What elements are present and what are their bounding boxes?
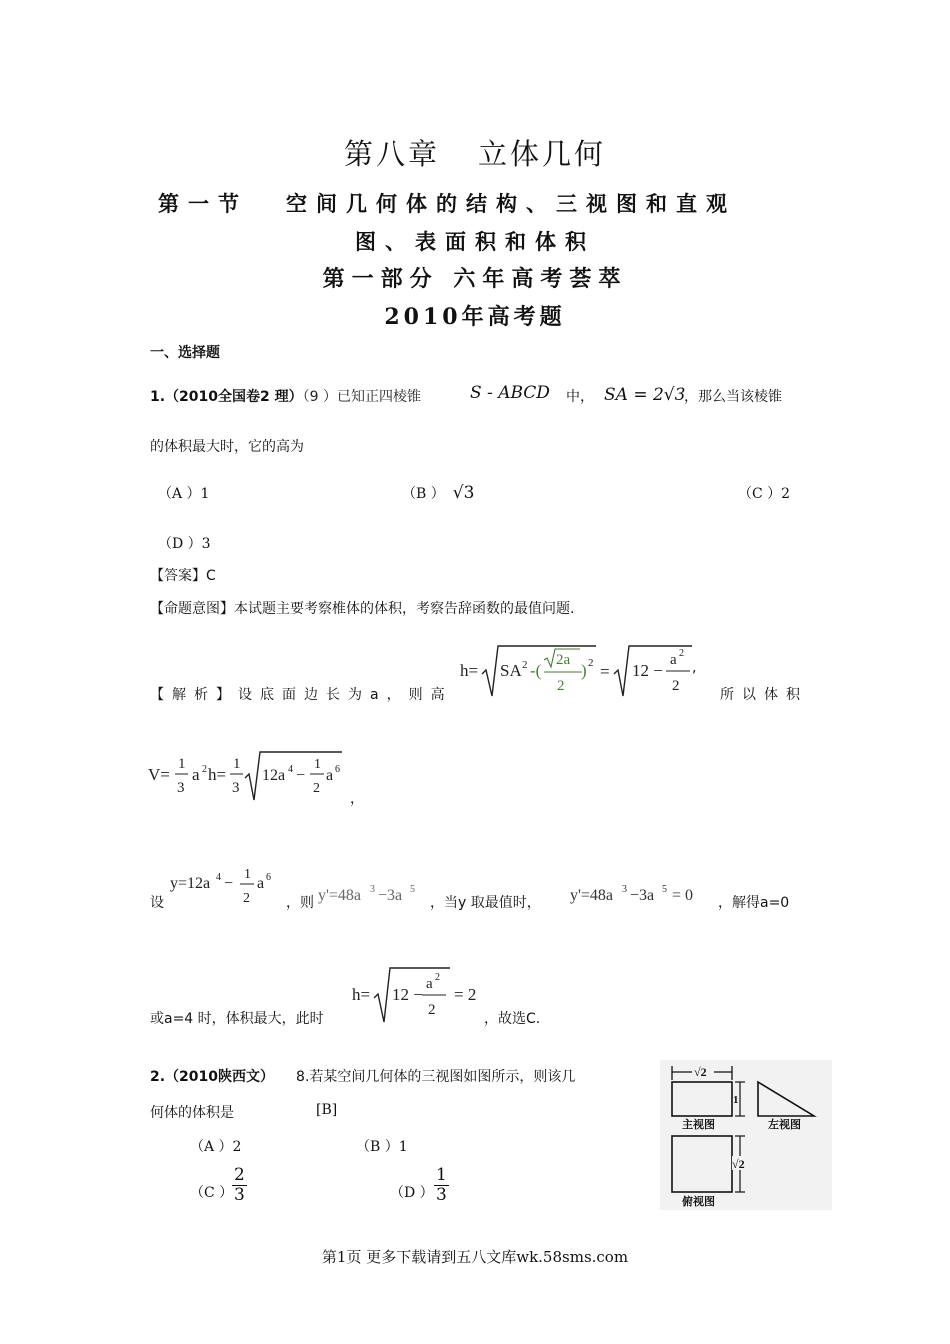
svg-text:12 −: 12 − [632, 661, 663, 680]
svg-text:−3a: −3a [378, 887, 403, 904]
svg-text:-(: -( [530, 661, 542, 680]
q2-text2: 何体的体积是 [150, 1105, 234, 1121]
svg-text:a: a [426, 976, 433, 992]
svg-text:y=12a: y=12a [170, 875, 211, 892]
part-title: 第一部分 六年高考荟萃 [322, 267, 628, 292]
svg-text:1: 1 [314, 757, 321, 772]
q1-set-word: 设 [150, 895, 164, 911]
dim-sqrt2-top: √2 [694, 1065, 707, 1079]
dim-sqrt2-side: √2 [732, 1157, 745, 1171]
svg-text:5: 5 [662, 884, 667, 895]
q1-option-b-value: √3 [452, 483, 475, 503]
q1-sa: SA = 2√3 [604, 385, 686, 405]
year-title: 2010年高考题 [384, 304, 566, 330]
page-footer: 第1页 更多下载请到五八文库wk.58sms.com [321, 1248, 629, 1266]
q1-analysis-text: 设底面边长为a，则高 [238, 687, 453, 703]
svg-text:a: a [192, 765, 200, 784]
q1-option-c: （C ）2 [738, 486, 791, 502]
q1-solve: ，解得a=0 [718, 895, 790, 911]
q2-option-d-frac [434, 1166, 449, 1204]
svg-text:1: 1 [178, 756, 186, 772]
q1-intent-label: 【命题意图】 [150, 601, 234, 617]
q2-option-c-label: （C ） [190, 1185, 234, 1201]
svg-text:h=: h= [208, 765, 227, 784]
section-title-line1 [158, 188, 736, 218]
svg-text:1: 1 [244, 867, 251, 882]
svg-text:3: 3 [622, 884, 627, 895]
q1-dy-formula [316, 876, 426, 914]
dim-1: 1 [733, 1094, 739, 1106]
left-view-label: 左视图 [768, 1119, 801, 1131]
svg-text:6: 6 [335, 764, 340, 775]
q2-option-c-den: 3 [234, 1184, 245, 1205]
q2-source: 2.（2010陕西文） [150, 1069, 275, 1085]
svg-text:V=: V= [148, 765, 170, 784]
q1-pyramid: S - ABCD [470, 383, 550, 403]
svg-text:3: 3 [177, 780, 185, 796]
q1-choose: ，故选C. [484, 1011, 541, 1027]
svg-text:2: 2 [243, 891, 250, 906]
svg-text:y'=48a: y'=48a [318, 887, 362, 904]
svg-text:h=: h= [352, 985, 371, 1004]
svg-text:−: − [296, 767, 306, 784]
svg-text:3: 3 [370, 884, 375, 895]
subheading-choice: 一、选择题 [150, 345, 220, 361]
q1-number: （9 ）已知正四棱锥 [302, 389, 421, 405]
q2-option-b: （B ）1 [356, 1139, 408, 1155]
svg-text:2: 2 [557, 678, 565, 694]
svg-text:2: 2 [428, 1002, 436, 1018]
q2-bracket: [B] [316, 1102, 338, 1118]
section-number: 第一节 [158, 192, 248, 216]
q1-comma-2: ， [350, 791, 364, 807]
q1-answer: 【答案】C [150, 568, 216, 584]
svg-text:a: a [670, 652, 677, 668]
q1-mid: 中， [566, 389, 594, 405]
q1-analysis-2: 所以体积 [720, 687, 808, 703]
svg-text:−3a: −3a [630, 887, 655, 904]
svg-text:2: 2 [313, 781, 320, 796]
svg-text:−: − [224, 875, 234, 892]
svg-text:1: 1 [233, 756, 241, 772]
q1-option-b-label: （B ） [402, 486, 445, 502]
q1-analysis-1 [150, 684, 453, 704]
svg-text:= 2: = 2 [454, 985, 477, 1004]
svg-text:2: 2 [435, 972, 440, 983]
q2-option-a: （A ）2 [190, 1139, 242, 1155]
svg-text:2: 2 [672, 678, 680, 694]
section-name: 空间几何体的结构、三视图和直观 [286, 192, 736, 216]
q2-line1 [150, 1066, 575, 1086]
section-title-line2: 图、表面积和体积 [355, 230, 595, 254]
q1-v-formula [146, 746, 356, 810]
q1-line1 [150, 386, 421, 406]
three-view-figure [660, 1060, 832, 1210]
chapter-name: 立体几何 [478, 137, 607, 171]
q2-option-d-den: 3 [436, 1184, 447, 1205]
svg-text:): ) [581, 661, 587, 680]
svg-text:6: 6 [266, 872, 271, 883]
svg-text:3: 3 [232, 780, 240, 796]
svg-text:4: 4 [216, 872, 221, 883]
svg-text:y'=48a: y'=48a [570, 887, 614, 904]
q1-then: ，则 [286, 895, 314, 911]
q1-intent-text: 本试题主要考察椎体的体积，考察告辞函数的最值问题. [234, 601, 575, 617]
chapter-title [0, 132, 950, 173]
q1-y-formula [166, 862, 286, 914]
q2-option-d-label: （D ） [390, 1185, 434, 1201]
svg-text:2: 2 [588, 657, 594, 669]
svg-text:2: 2 [679, 648, 684, 659]
q1-option-a: （A ）1 [158, 486, 210, 502]
svg-text:12a: 12a [262, 767, 286, 784]
svg-text:a: a [326, 767, 334, 784]
svg-text:= 0: = 0 [672, 887, 694, 904]
q1-h-formula [458, 640, 698, 704]
top-view-label: 俯视图 [682, 1196, 715, 1208]
q1-dy-zero [568, 876, 708, 914]
svg-text:a: a [257, 875, 265, 892]
q1-option-d: （D ）3 [158, 536, 211, 552]
svg-text:2a: 2a [556, 652, 571, 668]
q1-when: ，当y 取最值时， [430, 895, 541, 911]
q1-intent [150, 598, 574, 618]
q1-analysis-label: 【解析】 [150, 687, 238, 703]
q2-text1: 8.若某空间几何体的三视图如图所示，则该几 [296, 1069, 576, 1085]
q2-option-c-frac [232, 1166, 247, 1204]
q1-option-b [402, 483, 474, 503]
svg-text:5: 5 [410, 884, 415, 895]
svg-text:h=: h= [460, 661, 479, 680]
svg-text:=: = [600, 662, 610, 681]
q1-source: 1.（2010全国卷2 理） [150, 389, 303, 405]
q2-option-d-num: 1 [436, 1165, 447, 1185]
front-view-label: 主视图 [682, 1119, 715, 1131]
chapter-number: 第八章 [343, 137, 440, 171]
q1-h2-formula [350, 962, 480, 1030]
svg-text:4: 4 [288, 764, 293, 775]
svg-text:12 −: 12 − [392, 985, 423, 1004]
q1-tail: ，那么当该棱锥 [684, 389, 782, 405]
svg-text:2: 2 [202, 764, 207, 775]
q1-or-line: 或a=4 时，体积最大，此时 [150, 1011, 324, 1027]
svg-text:2: 2 [522, 659, 528, 671]
q1-comma-1: , [692, 660, 697, 676]
q1-line2: 的体积最大时，它的高为 [150, 439, 304, 455]
q2-option-c-num: 2 [234, 1165, 245, 1185]
svg-text:SA: SA [500, 661, 522, 680]
